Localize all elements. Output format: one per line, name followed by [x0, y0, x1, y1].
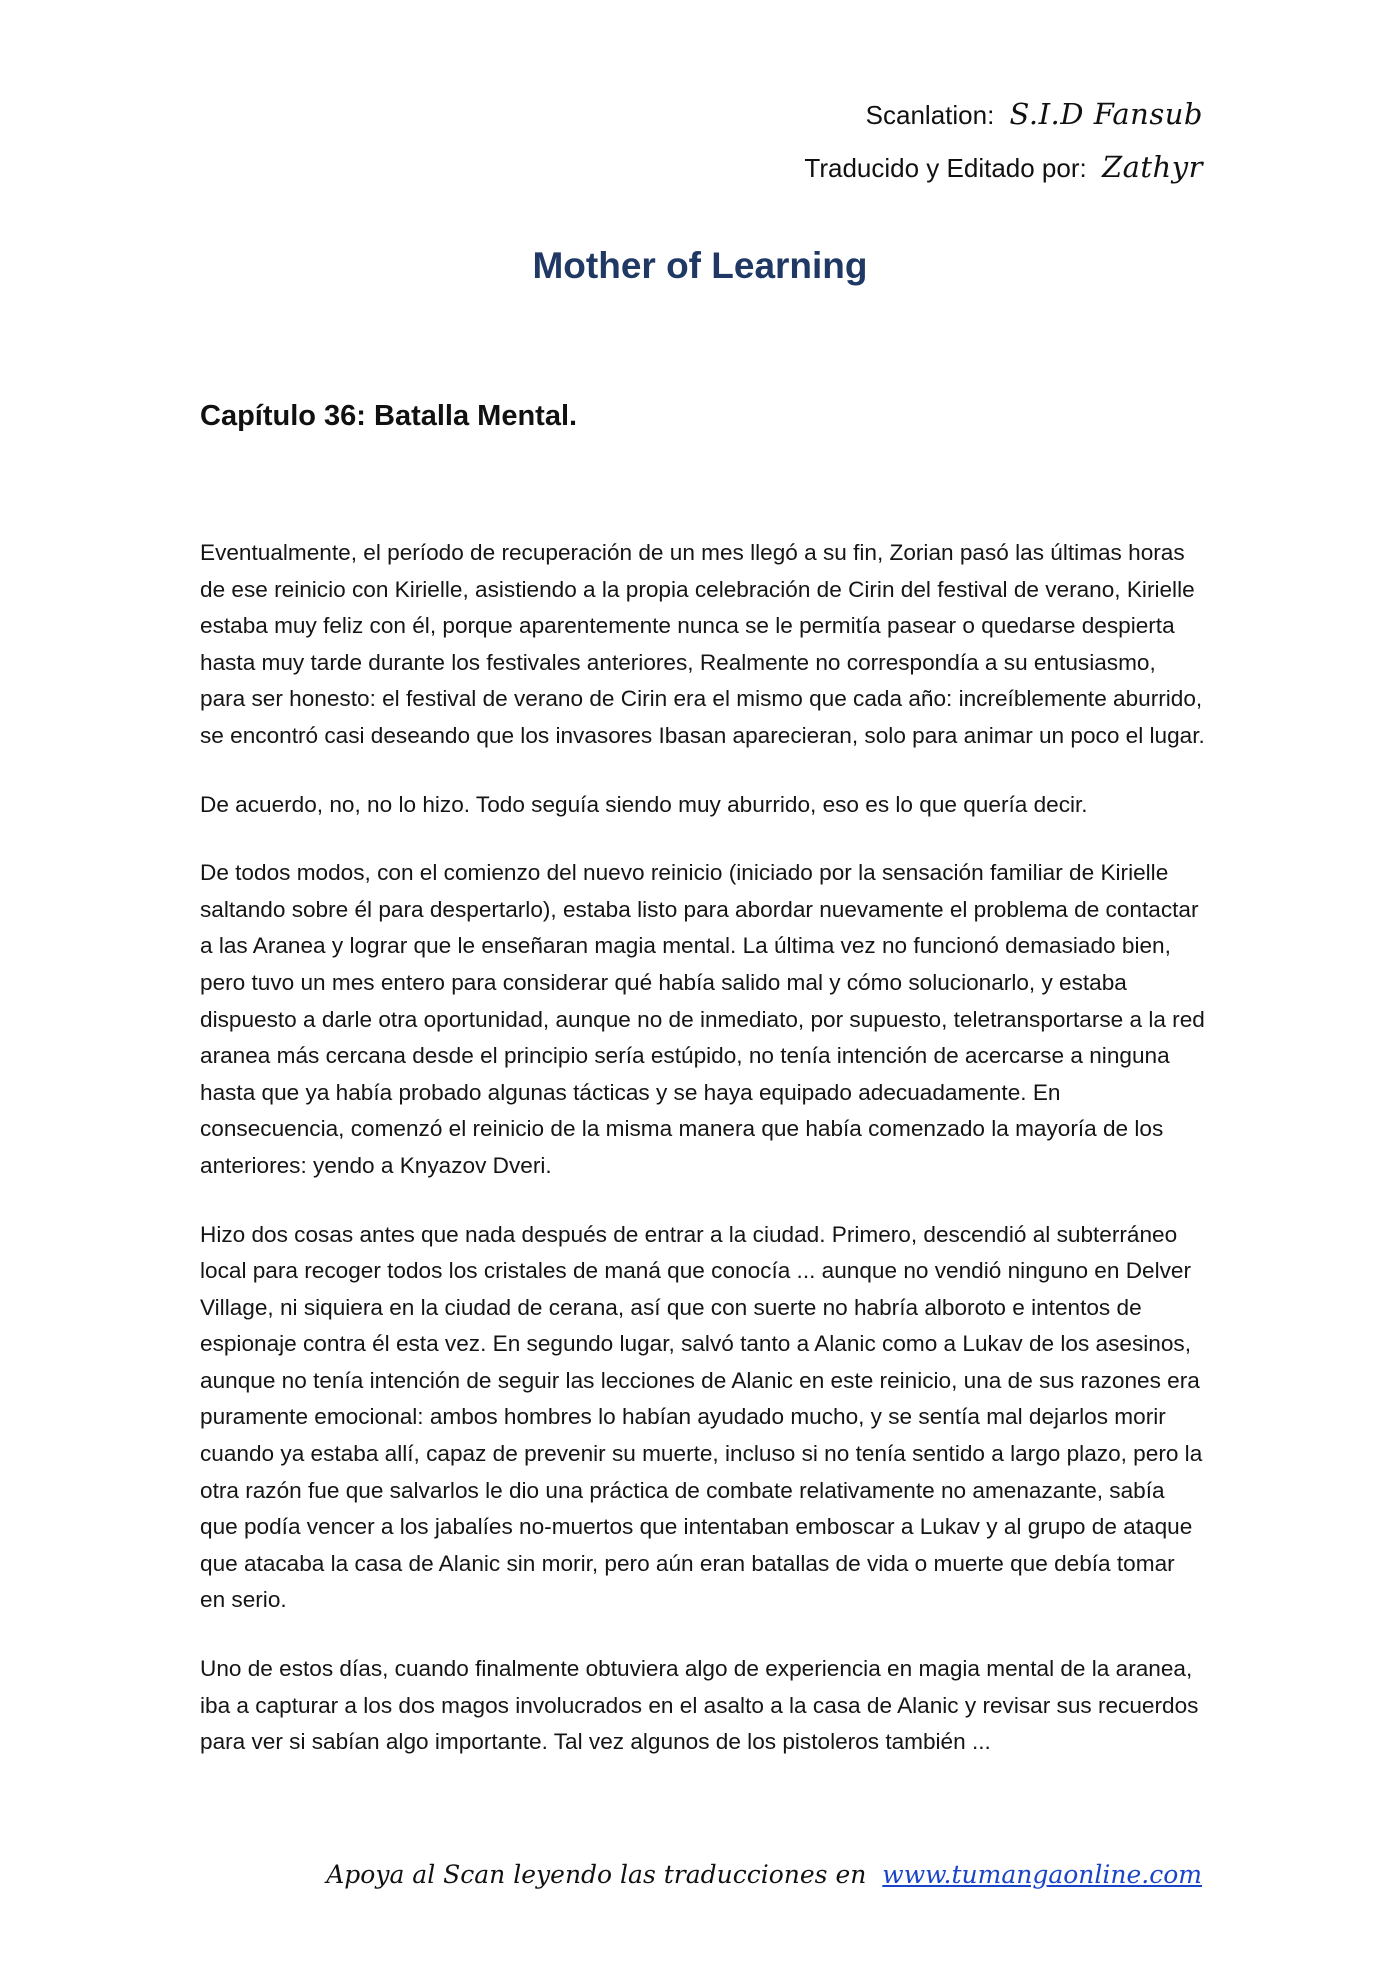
paragraph-2: De acuerdo, no, no lo hizo. Todo seguía siendo muy aburrido, eso es lo que quería decir.: [200, 791, 1088, 817]
chapter-body: [200, 535, 1205, 1793]
scanlation-value: S.I.D Fansub: [1009, 97, 1203, 131]
paragraph-3: De todos modos, con el comienzo del nuevo reinicio (iniciado por la sensación familiar de Kirielle saltando sobre él para despertarlo), estaba listo para abordar nuevamente el problema de contactar a las Aranea y lograr que le enseñaran magia mental. La última vez no funcionó demasiado bien, pero tuvo un mes entero para considerar qué había salido mal y cómo solucionarlo, y estaba dispuesto a darle otra oportunidad, aunque no de inmediato, por supuesto, teletransportarse a la red aranea más cercana desde el principio sería estúpido, no tenía intención de acercarse a ninguna hasta que ya había probado algunas tácticas y se haya equipado adecuadamente. En consecuencia, comenzó el reinicio de la misma manera que había comenzado la mayoría de los anteriores: yendo a Knyazov Dveri.: [200, 860, 1205, 1178]
scanlation-credit: [804, 88, 1203, 141]
paragraph-4: Hizo dos cosas antes que nada después de entrar a la ciudad. Primero, descendió al subterráneo local para recoger todos los cristales de maná que conocía ... aunque no vendió ninguno en Delver Village, ni siquiera en la ciudad de cerana, así que con suerte no habría alboroto e intentos de espionaje contra él esta vez. En segundo lugar, salvó tanto a Alanic como a Lukav de los asesinos, aunque no tenía intención de seguir las lecciones de Alanic en este reinicio, una de sus razones era puramente emocional: ambos hombres lo habían ayudado mucho, y se sentía mal dejarlos morir cuando ya estaba allí, capaz de prevenir su muerte, incluso si no tenía sentido a largo plazo, pero la otra razón fue que salvarlos le dio una práctica de combate relativamente no amenazante, sabía que podía vencer a los jabalíes no-muertos que intentaban emboscar a Lukav y al grupo de ataque que atacaba la casa de Alanic sin morir, pero aún eran batallas de vida o muerte que debía tomar en serio.: [200, 1221, 1203, 1613]
paragraph-1: Eventualmente, el período de recuperación de un mes llegó a su fin, Zorian pasó las últimas horas de ese reinicio con Kirielle, asistiendo a la propia celebración de Cirin del festival de verano, Kirielle estaba muy feliz con él, porque aparentemente nunca se le permitía pasear o quedarse despierta hasta muy tarde durante los festivales anteriores, Realmente no correspondía a su entusiasmo, para ser honesto: el festival de verano de Cirin era el mismo que cada año: increíblemente aburrido, se encontró casi deseando que los invasores Ibasan aparecieran, solo para animar un poco el lugar.: [200, 540, 1205, 748]
book-title: Mother of Learning: [532, 245, 868, 286]
footer-note: [326, 1860, 1202, 1889]
chapter-title: Capítulo 36: Batalla Mental.: [200, 400, 578, 432]
scanlation-label: Scanlation:: [865, 100, 995, 130]
credits-block: [804, 88, 1203, 194]
paragraph-5: Uno de estos días, cuando finalmente obtuviera algo de experiencia en magia mental de la aranea, iba a capturar a los dos magos involucrados en el asalto a la casa de Alanic y revisar sus recuerdos para ver si sabían algo importante. Tal vez algunos de los pistoleros también ...: [200, 1656, 1199, 1755]
footer-link[interactable]: www.tumangaonline.com: [882, 1860, 1202, 1889]
translator-credit: [804, 141, 1203, 194]
footer-text: Apoya al Scan leyendo las traducciones en: [326, 1860, 867, 1889]
translator-label: Traducido y Editado por:: [804, 153, 1087, 183]
translator-value: Zathyr: [1101, 150, 1203, 184]
